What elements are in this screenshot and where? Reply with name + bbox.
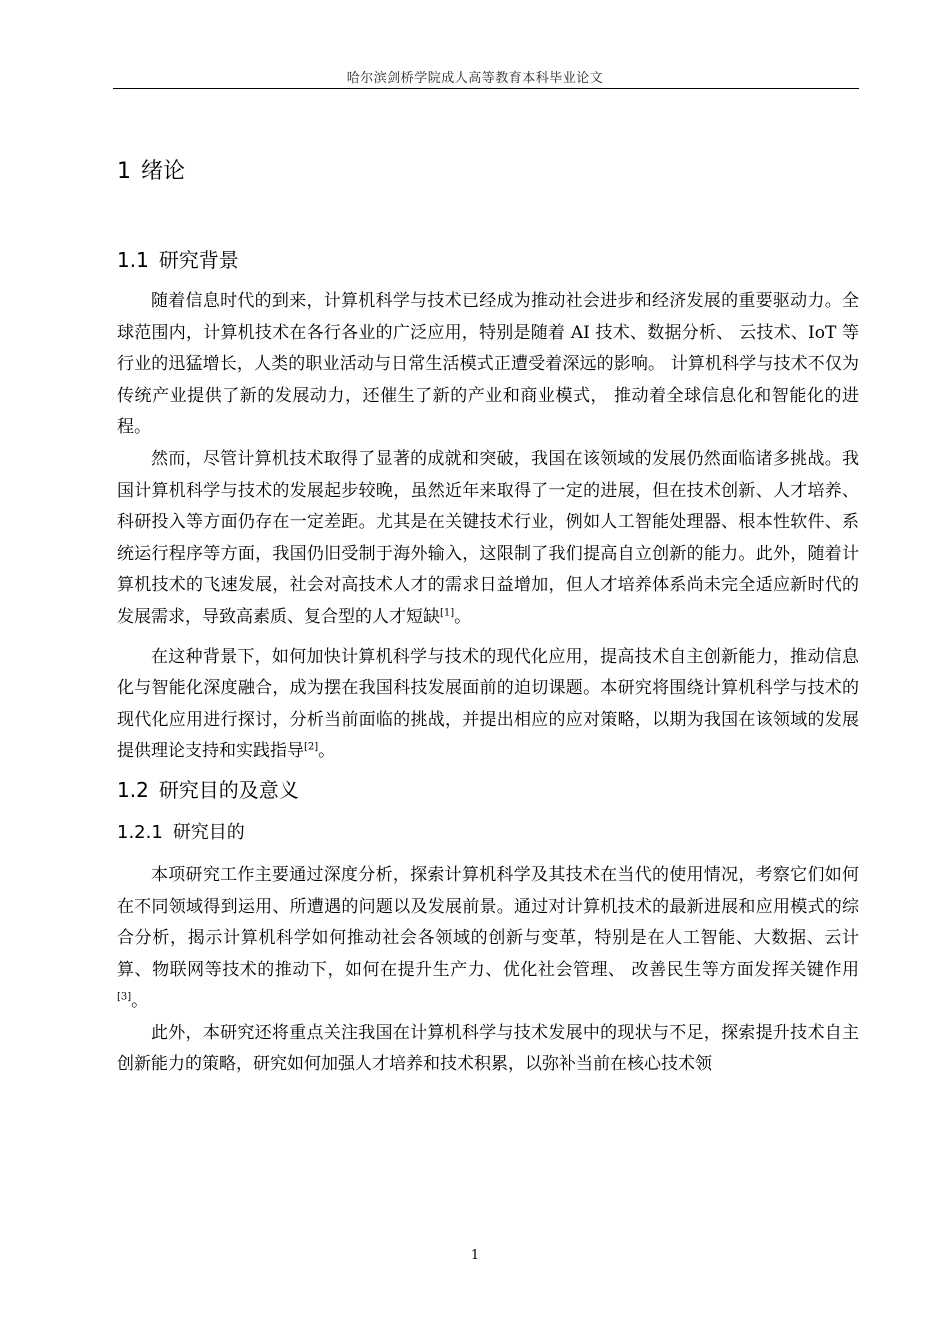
section-title: 研究背景 (158, 248, 239, 272)
paragraph-text: 然而，尽管计算机技术取得了显著的成就和突破，我国在该领域的发展仍然面临诸多挑战。我国计算机科学与技术的发展起步较晚，虽然近年来取得了一定的进展，但在技术创新、人才培养、科研投入等方面仍存在一定差距。尤其是在关键技术行业，例如人工智能处理器、根本性软件、系统运行程序等方面，我国仍旧受制于海外输入，这限制了我们提高自立创新的能力。此外，随着计算机技术的飞速发展，社会对高技术人才的需求日益增加，但人才培养体系尚未完全适应新时代的发展需求，导致高素质、复合型的人才短缺 (117, 448, 859, 627)
chapter-title: 绪论 (141, 159, 186, 184)
citation-punct: 。 (131, 991, 149, 1012)
subsection-number: 1.2.1 (117, 821, 163, 843)
page-body (117, 150, 859, 1081)
section-title: 研究目的及意义 (158, 777, 299, 802)
paragraph-text: 本项研究工作主要通过深度分析，探索计算机科学及其技术在当代的使用情况，考察它们如何在不同领域得到运用、所遭遇的问题以及发展前景。通过对计算机技术的最新进展和应用模式的综合分析，揭示计算机科学如何推动社会各领域的创新与变革，特别是在人工智能、大数据、云计算、物联网等技术的推动下，如何在提升生产力、优化社会管理、 改善民生等方面发挥关键作用 (117, 864, 859, 980)
subsection-title: 研究目的 (172, 821, 245, 843)
page-number: 1 (470, 1248, 480, 1263)
paragraph: 此外，本研究还将重点关注我国在计算机科学与技术发展中的现状与不足，探索提升技术自主创新能力的策略，研究如何加强人才培养和技术积累，以弥补当前在核心技术领 (117, 1022, 859, 1075)
paragraph (117, 642, 859, 768)
running-header: 哈尔滨剑桥学院成人高等教育本科毕业论文 (346, 71, 604, 86)
paragraph (117, 444, 859, 634)
citation: [2] (304, 741, 319, 753)
paragraph-text: 在这种背景下，如何加快计算机科学与技术的现代化应用，提高技术自主创新能力，推动信息化与智能化深度融合，成为摆在我国科技发展面前的迫切课题。本研究将围绕计算机科学与技术的现代化应用进行探讨，分析当前面临的挑战，并提出相应的应对策略，以期为我国在该领域的发展提供理论支持和实践指导 (117, 646, 859, 762)
chapter-heading (117, 150, 859, 194)
chapter-number: 1 (117, 159, 131, 184)
paragraph: 随着信息时代的到来，计算机科学与技术已经成为推动社会进步和经济发展的重要驱动力。全球范围内，计算机技术在各行各业的广泛应用，特别是随着 AI 技术、数据分析、 云技术、IoT 等行业的迅猛增长，人类的职业活动与日常生活模式正遭受着深远的影响。 计算机科学与技术不仅为传统产业提供了新的发展动力，还催生了新的产业和商业模式， 推动着全球信息化和智能化的进程。 (117, 291, 859, 438)
section-heading-1-2 (117, 770, 859, 810)
citation-punct: 。 (318, 741, 336, 762)
citation-punct: 。 (454, 606, 472, 627)
subsection-heading-1-2-1 (117, 816, 859, 850)
section-number: 1.2 (117, 777, 149, 802)
section-heading-1-1 (117, 240, 859, 280)
header-rule (113, 88, 859, 89)
section-number: 1.1 (117, 248, 149, 272)
paragraph (117, 860, 859, 1018)
citation: [3] (117, 991, 132, 1003)
citation: [1] (440, 607, 455, 619)
